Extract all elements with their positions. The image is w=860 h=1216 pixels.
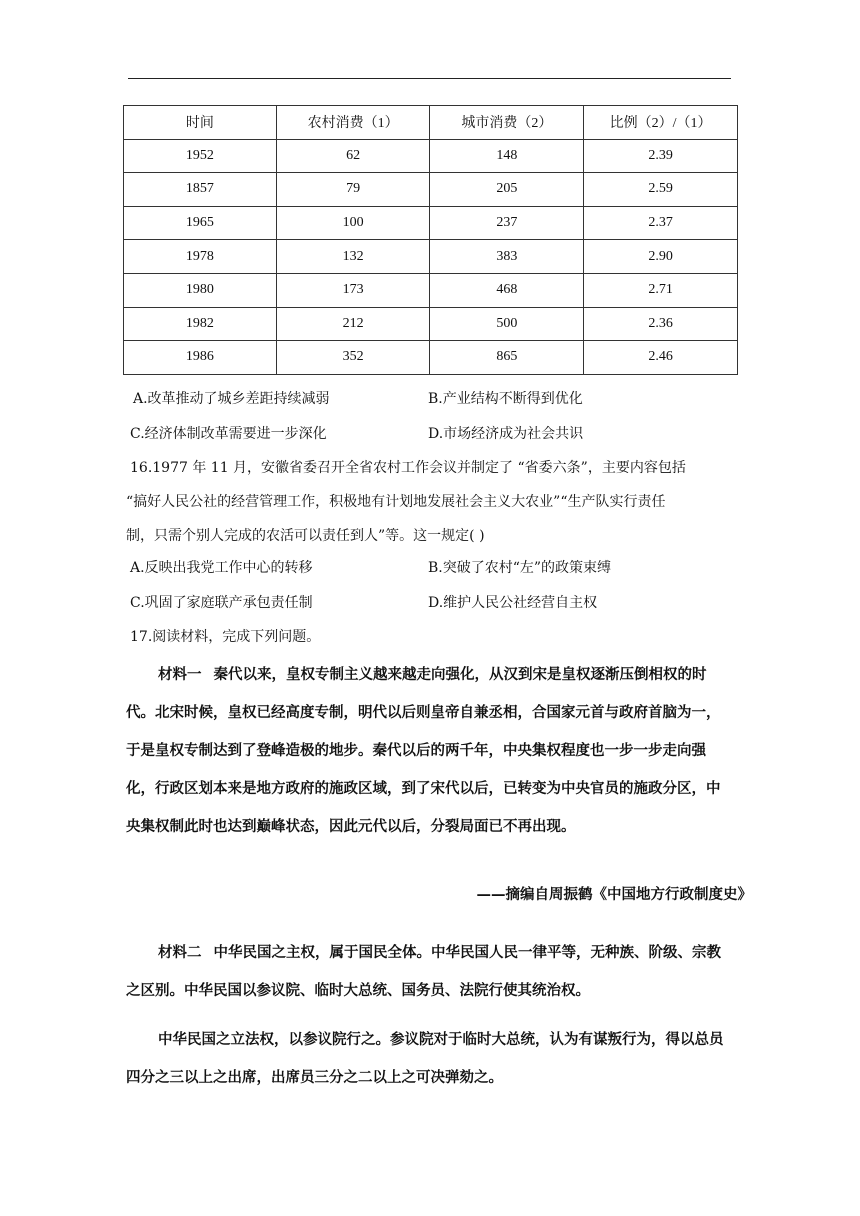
table-cell: 2.36 <box>584 307 738 341</box>
table-cell: 205 <box>430 173 584 207</box>
table-cell: 2.59 <box>584 173 738 207</box>
q16-stem-line-1: 16.1977 年 11 月，安徽省委召开全省农村工作会议并制定了 “省委六条”，主要内容包括 <box>130 460 686 476</box>
table-row <box>124 341 738 375</box>
table-cell: 1982 <box>124 307 277 341</box>
table-cell: 173 <box>276 273 430 307</box>
table-row <box>124 307 738 341</box>
table-cell: 468 <box>430 273 584 307</box>
q16-option-a: A.反映出我党工作中心的转移 <box>130 560 313 576</box>
table-cell: 1978 <box>124 240 277 274</box>
header-cell: 时间 <box>124 106 277 140</box>
material-two <box>126 934 732 1010</box>
q15-option-a: A.改革推动了城乡差距持续减弱 <box>133 391 330 407</box>
table-cell: 865 <box>430 341 584 375</box>
q16-option-d: D.维护人民公社经营自主权 <box>428 595 598 611</box>
table-row <box>124 206 738 240</box>
table-cell: 148 <box>430 139 584 173</box>
table-row <box>124 139 738 173</box>
q16-option-c: C.巩固了家庭联产承包责任制 <box>130 595 313 611</box>
table-cell: 2.46 <box>584 341 738 375</box>
table-cell: 1980 <box>124 273 277 307</box>
table-cell: 352 <box>276 341 430 375</box>
table-cell: 1986 <box>124 341 277 375</box>
header-cell: 城市消费（2） <box>430 106 584 140</box>
material-one-label: 材料一 <box>158 667 202 683</box>
q16-stem-line-2: “搞好人民公社的经营管理工作，积极地有计划地发展社会主义大农业”“生产队实行责任 <box>126 494 666 510</box>
consumption-table <box>123 105 738 375</box>
table-cell: 212 <box>276 307 430 341</box>
q15-option-b: B.产业结构不断得到优化 <box>428 391 583 407</box>
table-cell: 1952 <box>124 139 277 173</box>
q16-option-b: B.突破了农村“左”的政策束缚 <box>428 560 612 576</box>
header-cell: 农村消费（1） <box>276 106 430 140</box>
table-cell: 237 <box>430 206 584 240</box>
material-two-text: 中华民国之主权，属于国民全体。中华民国人民一律平等，无种族、阶级、宗教之区别。中华民国以参议院、临时大总统、国务员、法院行使其统治权。 <box>126 945 721 999</box>
material-one-text: 秦代以来，皇权专制主义越来越走向强化，从汉到宋是皇权逐渐压倒相权的时代。北宋时候，皇权已经高度专制，明代以后则皇帝自兼丞相，合国家元首与政府首脑为一，于是皇权专制达到了登峰造极的地步。秦代以后的两千年，中央集权程度也一步一步走向强化，行政区划本来是地方政府的施政区域，到了宋代以后，已转变为中央官员的施政分区，中央集权制此时也达到巅峰状态，因此元代以后，分裂局面已不再出现。 <box>126 667 721 835</box>
table-cell: 100 <box>276 206 430 240</box>
q15-option-c: C.经济体制改革需要进一步深化 <box>130 426 327 442</box>
table-cell: 383 <box>430 240 584 274</box>
table-cell: 2.37 <box>584 206 738 240</box>
table-cell: 132 <box>276 240 430 274</box>
table-cell: 2.71 <box>584 273 738 307</box>
table-cell: 1857 <box>124 173 277 207</box>
header-rule <box>128 78 731 79</box>
q15-option-d: D.市场经济成为社会共识 <box>428 426 584 442</box>
table-header-row <box>124 106 738 140</box>
material-two-paragraph-2: 中华民国之立法权，以参议院行之。参议院对于临时大总统，认为有谋叛行为，得以总员四分之三以上之出席，出席员三分之二以上之可决弹劾之。 <box>126 1032 724 1086</box>
table-cell: 79 <box>276 173 430 207</box>
q17-stem: 17.阅读材料，完成下列问题。 <box>130 629 321 645</box>
table-cell: 1965 <box>124 206 277 240</box>
q16-stem-line-3: 制，只需个别人完成的农活可以责任到人”等。这一规定( ) <box>126 528 485 544</box>
table-row <box>124 173 738 207</box>
table-row <box>124 273 738 307</box>
material-two-label: 材料二 <box>158 945 202 961</box>
table-row <box>124 240 738 274</box>
table-cell: 2.39 <box>584 139 738 173</box>
table-cell: 62 <box>276 139 430 173</box>
table-cell: 2.90 <box>584 240 738 274</box>
material-one-source: ——摘编自周振鹤《中国地方行政制度史》 <box>476 887 752 903</box>
material-one <box>126 656 732 846</box>
header-cell: 比例（2）/（1） <box>584 106 738 140</box>
table-cell: 500 <box>430 307 584 341</box>
